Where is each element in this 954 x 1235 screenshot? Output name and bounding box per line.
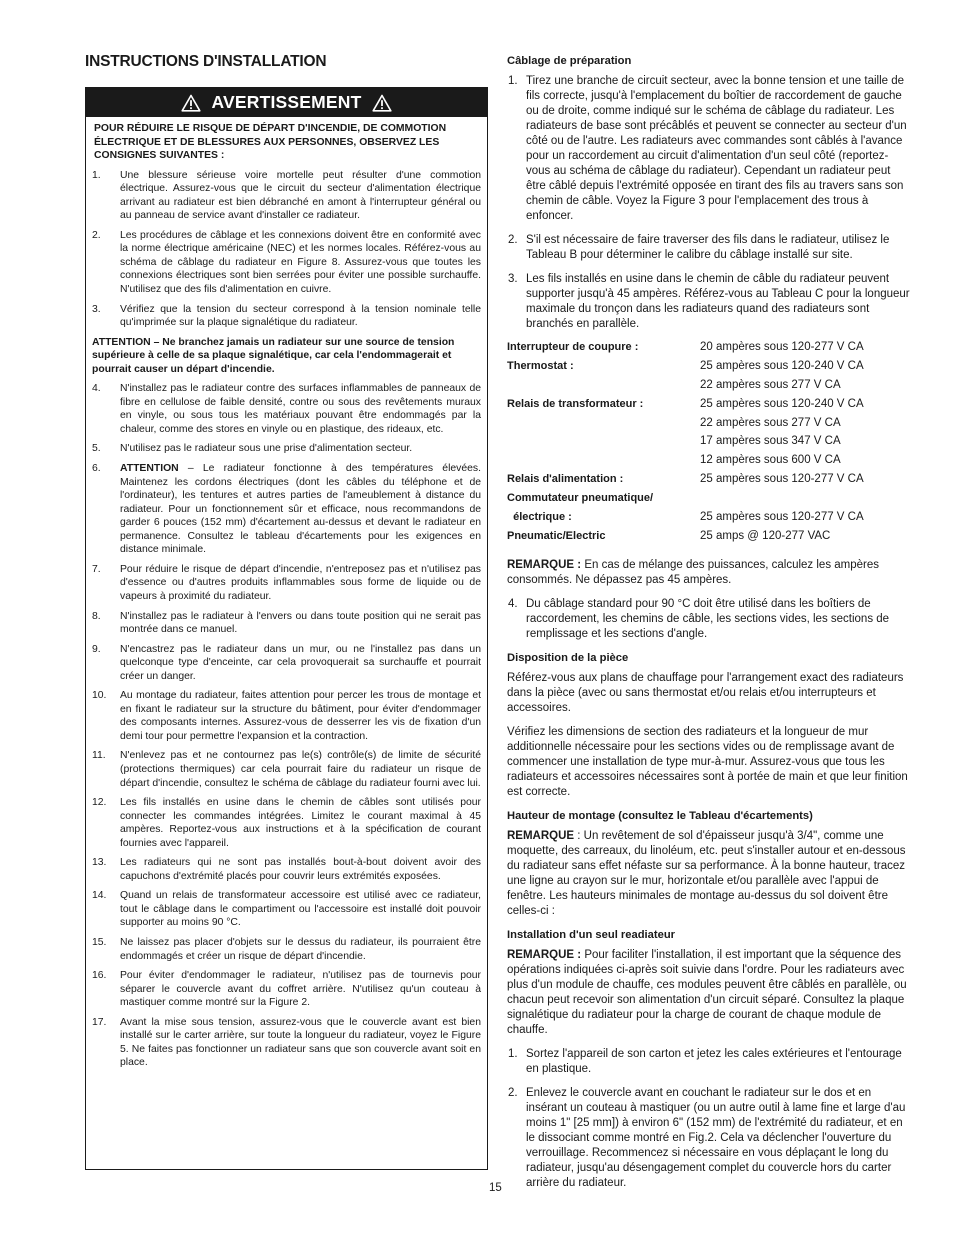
list-item [92,889,481,930]
list-text: Les radiateurs qui ne sont pas installés bout-à-bout doivent avoir des capuchons d'extrémité placés pour couvrir leurs extrémités exposées. [120,857,481,882]
warning-title: AVERTISSEMENT [211,92,362,112]
list-text: N'installez pas le radiateur à l'envers ou dans toute position qui ne serait pas montrée dans ce manuel. [120,610,481,636]
list-number: 2. [508,1086,518,1099]
rating-value: 22 ampères sous 277 V CA [700,378,841,391]
rating-label: Commutateur pneumatique/ [507,492,654,505]
list-item [507,597,912,642]
rating-value: 20 ampères sous 120-277 V CA [700,340,864,353]
cablage-remark [507,558,912,588]
list-item [92,643,481,684]
list-text: Du câblage standard pour 90 °C doit être utilisé dans les boîtiers de raccordement, les chemins de câble, les sections vides, les sections de remplissage et les sections d'angle. [526,597,890,640]
warning-body [86,117,487,1070]
ratings-table [507,338,912,546]
list-number: 6. [92,463,101,475]
attention-notice: ATTENTION – Ne branchez jamais un radiateur sur une source de tension supérieure à celle de sa plaque signalétique, car cela l'endommagerait et pourrait causer un départ d'incendie. [92,336,455,375]
list-text: Sortez l'appareil de son carton et jetez les cales extérieures et l'entourage en plastique. [526,1047,902,1075]
list-number: 1. [508,75,518,87]
list-number: 10. [92,690,107,702]
remark-text: En cas de mélange des puissances, calculez les ampères consommés. Ne dépassez pas 45 ampères. [507,558,880,586]
rating-row [507,451,912,470]
list-number: 11. [92,750,106,762]
page-number: 15 [489,1182,502,1194]
list-text: Les procédures de câblage et les connexions doivent être en conformité avec la norme électrique américaine (NEC) et les normes locales. Référez-vous au schéma de câblage du radiateur en Figure 8. Assurez-vous que toutes les connexions électriques sont bien serrées pour éviter une possible surchauffe. N'utilisez que des fils d'alimentation en cuivre. [120,229,481,296]
list-text: Pour réduire le risque de départ d'incendie, n'entreposez pas et n'utilisez pas d'essence ou d'autres produits inflammables sous forme de liquide ou de vapeurs à proximité du radiateur. [120,563,481,602]
rating-row [507,357,912,376]
list-text: N'utilisez pas le radiateur sous une prise d'alimentation secteur. [120,443,413,455]
list-item [507,1086,912,1191]
list-item [92,169,481,223]
rating-row [507,395,912,414]
list-number: 13. [92,857,107,869]
rating-value: 25 ampères sous 120-240 V CA [700,397,864,410]
remark-label: REMARQUE [507,829,575,842]
list-number: 3. [92,303,101,315]
warning-list [92,382,481,1070]
warning-box [85,87,488,1170]
list-item [92,689,481,743]
rating-row [507,414,912,433]
page-heading: INSTRUCTIONS D'INSTALLATION [85,53,327,70]
list-number: 17. [92,1016,107,1028]
rating-row [507,376,912,395]
list-text: Quand un relais de transformateur accessoire est utilisé avec ce radiateur, tout le câblage dans le compartiment ou l'accessoire est installé doit pouvoir supporter au moins 90 °C. [120,890,481,929]
list-text: Vérifiez que la tension du secteur correspond à la tension nominale telle qu'imprimée sur la plaque signalétique du radiateur. [120,303,481,329]
list-text: Tirez une branche de circuit secteur, avec la bonne tension et une taille de fils correcte, jusqu'à l'emplacement du boîtier de raccordement de gauche ou de droite, comme indiqué sur le schéma de câblage du radiateur. Les radiateurs de base sont précâblés et peuvent se connecter au secteur d'un côté ou de l'autre. Les radiateurs avec commandes sont câblés à l'avance pour un raccordement au circuit d'alimentation d'un seul côté (reportez-vous au schéma de câblage du radiateur). Cependant un radiateur peut être câblé depuis l'extrémité opposée en tirant des fils au travers sans son chemin de câble. Voyez la Figure 3 pour l'emplacement des trous à enfoncer. [526,75,907,222]
list-item [92,229,481,297]
list-item [92,563,481,604]
rating-label: électrique : [507,510,572,523]
remark-text: : Un revêtement de sol d'épaisseur jusqu'à 3/4", comme une moquette, des carreaux, du linoléum, etc. peut s'installer autour et en-dessous du radiateur sans effet néfaste sur sa performance. À la bonne hauteur, tracez une ligne au crayon sur le mur, horizontale et/ou parallèle avec l'appui de fenêtre. Les hauteurs minimales de montage au-dessus du sol doivent être celles-ci : [507,829,906,917]
list-number: 14. [92,890,107,902]
list-number: 1. [92,169,101,181]
list-number: 2. [92,229,101,241]
rating-label: Interrupteur de coupure : [507,340,639,353]
paragraph: Vérifiez les dimensions de section des radiateurs et la longueur de mur additionnelle nécessaire pour les sections vides ou de remplissage avant de commencer une installation de type mur-à-mur. Assurez-vous que tous les radiateurs et accessoires nécessaires sont à portée de main et que leur finition est correcte. [507,725,908,798]
warning-list [92,169,481,330]
rating-value: 25 ampères sous 120-240 V CA [700,359,864,372]
rating-value: 25 ampères sous 120-277 V CA [700,510,864,523]
list-text: N'installez pas le radiateur contre des surfaces inflammables de panneaux de fibre en cellulose de faible densité, contre ou sous des revêtements muraux en vinyle, ou sous tous les matériaux pouvant être endommagés par la chaleur, comme des stores en vinyle ou en plastique, des rideaux, etc. [120,383,481,435]
list-number: 1. [508,1047,518,1060]
rating-value: 17 ampères sous 347 V CA [700,435,841,448]
list-text: N'enlevez pas et ne contournez pas le(s) contrôle(s) de limite de sécurité (protections thermiques) car cela pourrait faire du radiateur un risque de départ d'incendie, consultez le schéma de câblage du radiateur fourni avec lui. [120,750,481,789]
rating-label: Relais de transformateur : [507,397,644,410]
list-item [92,796,481,850]
rating-row [507,338,912,357]
list-text: Les fils installés en usine dans le chemin de câble du radiateur peuvent supporter jusqu'à 45 ampères. Référez-vous au Tableau C pour la longueur maximale du tronçon dans les radiateurs quand des radiateurs sont branchés en parallèle. [526,273,910,330]
section-heading-disposition: Disposition de la pièce [507,651,629,664]
rating-value: 12 ampères sous 600 V CA [700,454,841,467]
remark-label: REMARQUE : [507,948,582,961]
rating-label: Thermostat : [507,359,574,372]
list-item [92,936,481,963]
list-number: 3. [508,273,518,285]
list-text: S'il est nécessaire de faire traverser des fils dans le radiateur, utilisez le Tableau B pour déterminer le calibre du câblage installé sur site. [526,234,890,261]
section-heading-installation: Installation d'un seul readiateur [507,928,676,941]
list-item [92,610,481,637]
list-text [120,462,481,557]
list-number: 2. [508,234,518,246]
warning-triangle-icon [372,94,392,112]
warning-header [86,88,487,117]
rating-row [507,432,912,451]
list-number: 16. [92,970,107,982]
list-text: Une blessure sérieuse voire mortelle peut résulter d'une commotion électrique. Assurez-vous que le circuit du secteur d'alimentation électrique arrivant au radiateur est bien débranché en amont à l'interrupteur général ou au panneau de service avant d'installer ce radiateur. [120,169,481,222]
list-text-body: – Le radiateur fonctionne à des températures élevées. Maintenez les cordons électriques (dont les câbles du téléphone et de l'ordinateur), les tentures et autres parties de l'ameublement à distance du radiateur. Pour un fonctionnement sûr et efficace, nous recommandons de garder 6 pouces (152 mm) d'écartement au-dessus et devant le radiateur en permanence. Consultez le tableau d'écartements pour les exigences en distance minimale. [120,463,481,556]
list-text: N'encastrez pas le radiateur dans un mur, ou ne l'installez pas dans un quelconque type d'enceinte, car cela provoquerait sa surchauffe et pourrait créer un danger. [120,643,481,682]
list-item [507,1047,912,1077]
attention-label: ATTENTION [120,463,179,475]
list-item [507,272,912,332]
list-number: 15. [92,936,107,948]
cablage-list [507,74,912,332]
list-item [92,442,481,456]
hauteur-remark [507,829,912,919]
installation-list [507,1047,912,1191]
rating-value: 25 amps @ 120-277 VAC [700,529,831,542]
list-number: 5. [92,443,101,455]
section-heading-hauteur: Hauteur de montage (consultez le Tableau d'écartements) [507,809,813,822]
warning-triangle-icon [181,94,201,112]
list-number: 12. [92,797,107,809]
remark-text: Pour faciliter l'installation, il est important que la séquence des opérations indiquées ci-après soit suivie dans l'ordre. Pour les radiateurs avec plus d'un module de chauffe, ces modules peuvent être câblés en parallèle, ou chacun peut recevoir son alimentation d'un circuit séparé. Consultez la plaque signalétique du radiateur pour la charge de courant de chaque module de chauffe. [507,948,907,1036]
rating-row [507,527,912,546]
list-text: Ne laissez pas placer d'objets sur le dessus du radiateur, ils pourraient être endommagés et créer un risque de départ d'incendie. [120,936,481,962]
rating-label: Pneumatic/Electric [507,529,606,542]
section-heading-cablage: Câblage de préparation [507,55,632,67]
list-item [92,462,481,557]
rating-row [507,508,912,527]
rating-row [507,489,912,508]
list-number: 4. [92,383,101,395]
list-number: 7. [92,563,101,575]
warning-intro: POUR RÉDUIRE LE RISQUE DE DÉPART D'INCENDIE, DE COMMOTION ÉLECTRIQUE ET DE BLESSURES AUX PERSONNES, OBSERVEZ LES CONSIGNES SUIVANTES : [94,123,447,162]
rating-value: 25 ampères sous 120-277 V CA [700,473,864,486]
list-item [92,303,481,330]
rating-label: Relais d'alimentation : [507,473,624,486]
list-text: Pour éviter d'endommager le radiateur, n'utilisez pas de tournevis pour séparer le couvercle avant du coffret arrière. N'utilisez qu'un couteau à mastiquer comme montré sur la Figure 2. [120,970,481,1009]
list-item [92,749,481,790]
rating-value: 22 ampères sous 277 V CA [700,416,841,429]
list-number: 9. [92,643,101,655]
list-item [507,233,912,263]
rating-row [507,470,912,489]
right-column [507,54,912,1200]
list-number: 8. [92,610,101,622]
list-item [92,382,481,436]
list-text: Les fils installés en usine dans le chemin de câbles sont utilisés pour connecter les commandes intégrées. Limitez le courant maximal à 45 ampères. Reportez-vous aux instructions et à la spécification de courant fournies avec l'appareil. [120,797,481,849]
list-item [92,969,481,1010]
list-text: Au montage du radiateur, faites attention pour percer les trous de montage et en fixant le radiateur sur la structure du bâtiment, pour éviter d'endommager des composants internes. Assurez-vous de desserrer les vis de fixation d'un demi tour pour permettre l'expansion et la contraction. [120,690,481,742]
list-item [507,74,912,224]
list-text: Enlevez le couvercle avant en couchant le radiateur sur le dos et en insérant un couteau à mastiquer (ou un autre outil à lame fine et large d'au moins 1" [25 mm]) à environ 6" (152 mm) de l'extrémité du radiateur, et en le dissociant comme montré en Fig.2. Cela va déclencher l'ouverture du verrouillage. Recommencez si nécessaire en vous déplaçant le long du radiateur, jusqu'au désengagement complet du couvercle hors du carter arrière du radiateur. [526,1086,906,1189]
paragraph: Référez-vous aux plans de chauffage pour l'arrangement exact des radiateurs dans la pièce (avec ou sans thermostat et/ou relais et/ou interrupteurs et accessoires. [507,671,904,714]
installation-remark [507,948,912,1038]
list-item [92,856,481,883]
list-text: Avant la mise sous tension, assurez-vous que le couvercle avant est bien installé sur le carter arrière, sur toute la longueur du radiateur, voyez le Figure 5. Ne faites pas fonctionner un radiateur sans que son couvercle avant soit en place. [120,1016,481,1069]
list-number: 4. [508,597,518,610]
list-item [92,1016,481,1070]
remark-label: REMARQUE : [507,558,582,571]
